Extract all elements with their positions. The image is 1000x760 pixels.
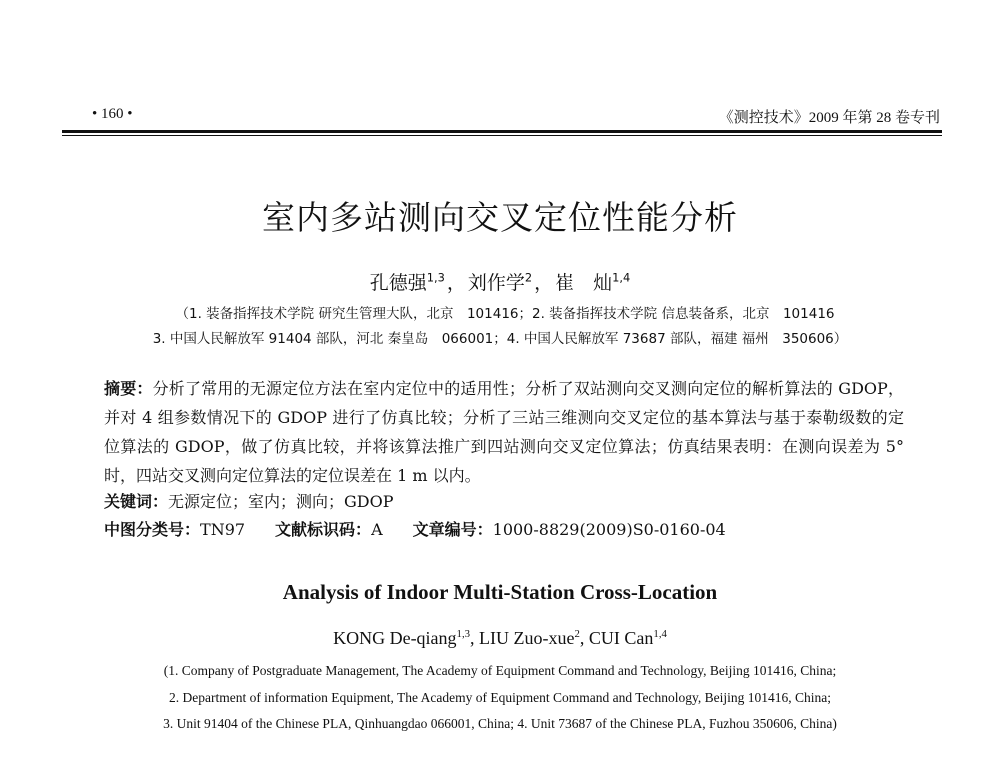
keywords-label: 关键词： bbox=[104, 492, 169, 511]
affiliation-cn-line-1: （1. 装备指挥技术学院 研究生管理大队，北京 101416；2. 装备指挥技术学院 信息装备系，北京 101416 bbox=[175, 306, 835, 322]
article-number-value: 1000-8829(2009)S0-0160-04 bbox=[492, 520, 726, 539]
article-number-label: 文章编号： bbox=[412, 520, 493, 539]
author-separator: ， bbox=[446, 272, 466, 294]
affiliation-en-line-2: 2. Department of information Equipment, The Academy of Equipment Command and Technology, Beijing 101416, China; bbox=[168, 690, 832, 705]
author-en-1: KONG De-qiang$^{1,3}$ bbox=[333, 628, 471, 648]
running-header bbox=[92, 106, 940, 128]
title-english: Analysis of Indoor Multi-Station Cross-Location bbox=[282, 580, 718, 604]
doc-code-value: A bbox=[371, 520, 383, 539]
authors-english bbox=[0, 628, 1000, 649]
author-cn-2: 刘作学$^2$ bbox=[467, 270, 533, 294]
doc-code-label: 文献标识码： bbox=[275, 520, 372, 539]
abstract-cn bbox=[104, 374, 904, 490]
affiliation-en-line-1: (1. Company of Postgraduate Management, The Academy of Equipment Command and Technology, Beijing 101416, China; bbox=[163, 663, 837, 678]
keywords-text: 无源定位；室内；测向；GDOP bbox=[168, 492, 394, 511]
header-rule-thin bbox=[62, 135, 942, 136]
author-separator: ， bbox=[534, 272, 554, 294]
keywords-cn bbox=[104, 489, 904, 512]
author-separator-en: , bbox=[470, 628, 475, 648]
abstract-label: 摘要： bbox=[104, 379, 153, 398]
clc-label: 中图分类号： bbox=[104, 520, 201, 539]
author-separator-en: , bbox=[579, 628, 585, 648]
abstract-text: 分析了常用的无源定位方法在室内定位中的适用性；分析了双站测向交叉测向定位的解析算法的 GDOP，并对 4 组参数情况下的 GDOP 进行了仿真比较；分析了三站三维测向交叉定位的基本算法与基于泰勒级数的定位算法的 GDOP，做了仿真比较，并将该算法推广到四站测向交叉定位算法；仿真结果表明：在测向误差为 5°时，四站交叉测向定位算法的定位误差在 1 m 以内。 bbox=[104, 379, 904, 485]
author-en-3: CUI Can$^{1,4}$ bbox=[588, 628, 667, 648]
authors-chinese bbox=[0, 268, 1000, 295]
journal-issue: 《测控技术》2009 年第 28 卷专刊 bbox=[718, 110, 940, 126]
affiliation-en-line-3: 3. Unit 91404 of the Chinese PLA, Qinhuangdao 066001, China; 4. Unit 73687 of the Chinese PLA, Fuzhou 350606, China) bbox=[163, 716, 837, 731]
affiliation-cn-line-2: 3. 中国人民解放军 91404 部队，河北 秦皇岛 066001；4. 中国人民解放军 73687 部队，福建 福州 350606） bbox=[152, 331, 848, 347]
classification-line bbox=[104, 517, 904, 540]
author-en-2: LIU Zuo-xue$^2$ bbox=[479, 628, 580, 648]
header-rule-thick bbox=[62, 130, 942, 133]
clc-value: TN97 bbox=[200, 520, 246, 539]
author-cn-3: 崔 灿$^{1,4}$ bbox=[555, 270, 631, 294]
title-chinese: 室内多站测向交叉定位性能分析 bbox=[262, 198, 738, 237]
author-cn-1: 孔德强$^{1,3}$ bbox=[369, 270, 445, 294]
page-number: • 160 • bbox=[92, 106, 133, 122]
